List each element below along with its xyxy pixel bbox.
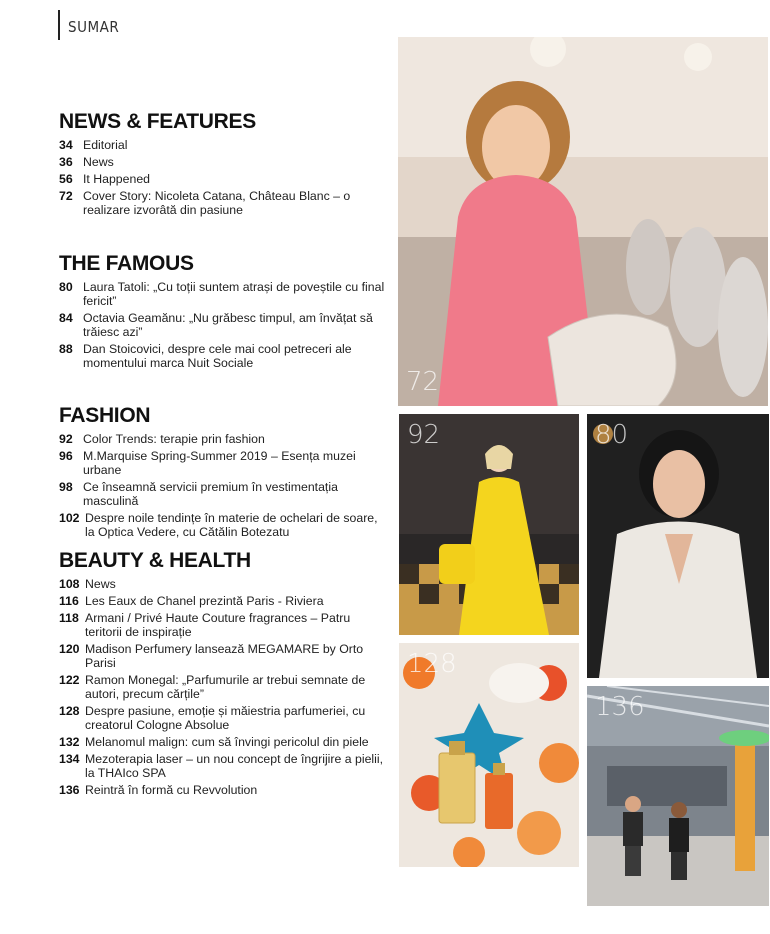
toc-entry[interactable] — [59, 172, 389, 186]
entry-title: M.Marquise Spring-Summer 2019 – Esența muzei urbane — [83, 449, 356, 477]
entry-title: Reintră în formă cu Revvolution — [85, 783, 258, 797]
section-news-features — [59, 110, 389, 220]
toc-entry[interactable] — [59, 342, 389, 370]
entry-title: News — [85, 577, 116, 591]
section-beauty-health — [59, 549, 389, 800]
photo-page-number: 92 — [407, 420, 441, 450]
entry-title: Despre pasiune, emoție și măiestria parfumeriei, cu creatorul Cologne Absolue — [85, 704, 366, 732]
famous-portrait-photo[interactable] — [587, 414, 769, 678]
entry-title: Dan Stoicovici, despre cele mai cool petreceri ale momentului marca Nuit Sociale — [83, 342, 352, 370]
entry-title: It Happened — [83, 172, 151, 186]
page-number: 118 — [59, 611, 79, 625]
page-number: 36 — [59, 155, 73, 169]
portrait-illustration — [587, 414, 769, 678]
section-title: NEWS & FEATURES — [59, 110, 256, 133]
page-header — [58, 10, 119, 40]
page-number: 84 — [59, 311, 73, 325]
page-number: 132 — [59, 735, 80, 749]
page-number: 122 — [59, 673, 80, 687]
page-number: 88 — [59, 342, 73, 356]
toc-entry[interactable] — [59, 155, 389, 169]
toc-entry[interactable] — [59, 735, 389, 749]
toc-entry[interactable] — [59, 783, 389, 797]
entry-title: Armani / Privé Haute Couture fragrances – Patru teritorii de inspirație — [85, 611, 351, 639]
entry-title: Despre noile tendințe în materie de ochelari de soare, la Optica Vedere, cu Cătălin Botezatu — [85, 511, 378, 539]
toc-entry[interactable] — [59, 280, 389, 308]
photo-page-number: 136 — [595, 692, 645, 722]
page-number: 72 — [59, 189, 73, 203]
toc-entry[interactable] — [59, 449, 389, 477]
beauty-gym-photo[interactable] — [587, 686, 769, 906]
entry-title: Melanomul malign: cum să învingi pericolul din piele — [85, 735, 369, 749]
toc-entry[interactable] — [59, 189, 389, 217]
toc-entry[interactable] — [59, 704, 389, 732]
toc-entry[interactable] — [59, 511, 389, 539]
entry-title: Cover Story: Nicoleta Catana, Château Blanc – o realizare izvorâtă din pasiune — [83, 189, 351, 217]
entry-title: Laura Tatoli: „Cu toții suntem atrași de poveștile cu final fericit” — [83, 280, 385, 308]
entry-title: News — [83, 155, 114, 169]
cover-story-photo[interactable] — [398, 37, 768, 406]
photo-page-number: 72 — [406, 367, 440, 397]
section-title: THE FAMOUS — [59, 252, 194, 275]
section-title: FASHION — [59, 404, 151, 427]
fashion-runway-photo[interactable] — [399, 414, 579, 635]
toc-entry[interactable] — [59, 594, 389, 608]
toc-entry[interactable] — [59, 432, 389, 446]
page-number: 34 — [59, 138, 73, 152]
page-number: 108 — [59, 577, 80, 591]
header-label: SUMAR — [68, 18, 120, 36]
toc-entry[interactable] — [59, 752, 389, 780]
cover-illustration — [398, 37, 768, 406]
toc-entry[interactable] — [59, 673, 389, 701]
page-number: 116 — [59, 594, 79, 608]
page-number: 128 — [59, 704, 80, 718]
entry-title: Octavia Geamănu: „Nu grăbesc timpul, am învățat să trăiesc azi” — [83, 311, 373, 339]
page-number: 134 — [59, 752, 80, 766]
entry-title: Les Eaux de Chanel prezintă Paris - Riviera — [85, 594, 324, 608]
entry-title: Editorial — [83, 138, 128, 152]
photo-page-number: 80 — [595, 420, 629, 450]
page-number: 120 — [59, 642, 80, 656]
page-number: 96 — [59, 449, 73, 463]
entry-title: Color Trends: terapie prin fashion — [83, 432, 265, 446]
section-the-famous — [59, 252, 389, 373]
toc-entry[interactable] — [59, 611, 389, 639]
beauty-perfume-photo[interactable] — [399, 643, 579, 867]
page-number: 98 — [59, 480, 73, 494]
page-number: 136 — [59, 783, 80, 797]
entry-title: Ramon Monegal: „Parfumurile ar trebui semnate de autori, precum cărțile” — [85, 673, 366, 701]
toc-entry[interactable] — [59, 577, 389, 591]
section-title: BEAUTY & HEALTH — [59, 549, 251, 572]
toc-entry[interactable] — [59, 138, 389, 152]
entry-title: Ce înseamnă servicii premium în vestimentația masculină — [83, 480, 338, 508]
entry-title: Madison Perfumery lansează MEGAMARE by Orto Parisi — [85, 642, 364, 670]
section-fashion — [59, 404, 389, 542]
photo-page-number: 128 — [407, 649, 457, 679]
toc-entry[interactable] — [59, 311, 389, 339]
entry-title: Mezoterapia laser – un nou concept de îngrijire a pielii, la THAIco SPA — [85, 752, 384, 780]
page-number: 56 — [59, 172, 73, 186]
toc-entry[interactable] — [59, 480, 389, 508]
page-number: 80 — [59, 280, 73, 294]
page-number: 92 — [59, 432, 73, 446]
toc-entry[interactable] — [59, 642, 389, 670]
page-number: 102 — [59, 511, 80, 525]
